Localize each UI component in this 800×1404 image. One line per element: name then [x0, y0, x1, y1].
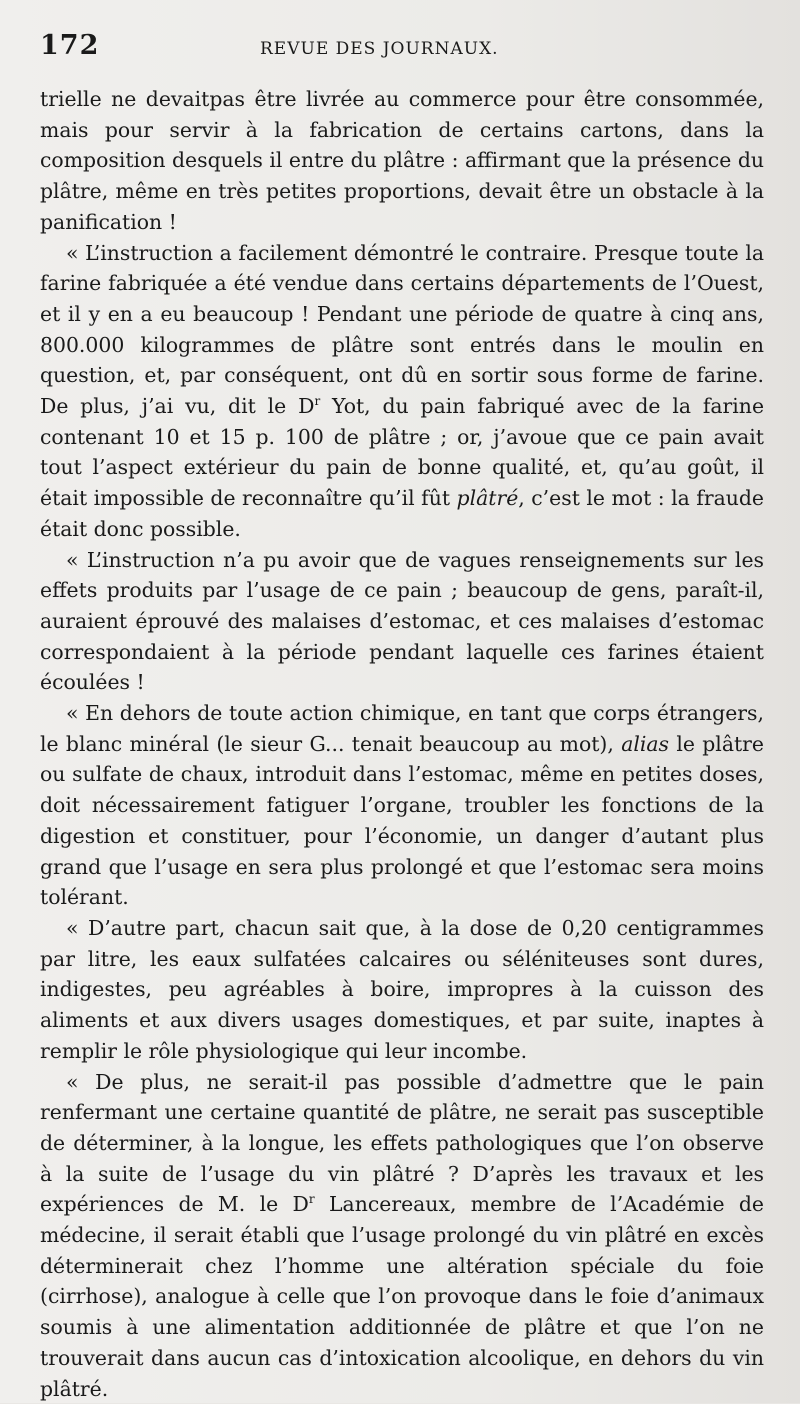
- paragraph: [40, 238, 764, 545]
- paragraph: [40, 84, 764, 238]
- running-head: REVUE DES JOURNAUX.: [260, 39, 499, 59]
- text-run: trielle ne devaitpas être livrée au commerce pour être consommée, mais pour servir à la fabrication de certains cartons, dans la composition desquels il entre du plâtre : affirmant que la présence du plâtre, même en très petites proportions, devait être un obstacle à la panification !: [40, 87, 764, 234]
- paragraph: [40, 913, 764, 1067]
- text-run: « L’instruction a facilement démontré le contraire. Presque toute la farine fabriquée a été vendue dans certains départements de l’Ouest, et il y en a eu beaucoup ! Pendant une période de quatre à cinq ans, 800.000 kilogrammes de plâtre sont entrés dans le moulin en question, et, par conséquent, ont dû en sortir sous forme de farine. De plus, j’ai vu, dit le D: [40, 241, 764, 419]
- text-run: « L’instruction n’a pu avoir que de vagues renseignements sur les effets produits par l’usage de ce pain ; beaucoup de gens, paraît-il, auraient éprouvé des malaises d’estomac, et ces malaises d’estomac correspondaient à la période pendant laquelle ces farines étaient écoulées !: [40, 548, 764, 695]
- paragraph: [40, 1067, 764, 1404]
- text-run: « De plus, ne serait-il pas possible d’admettre que le pain renfermant une certaine quantité de plâtre, ne serait pas susceptible de déterminer, à la longue, les effets pathologiques que l’on observe à la suite de l’usage du vin plâtré ? D’après les travaux et les expériences de M. le D: [40, 1070, 764, 1217]
- superscript: r: [309, 1193, 315, 1207]
- text-run: Yot, du pain fabriqué avec de la farine contenant 10 et 15 p. 100 de plâtre ; or, j’avoue que ce pain avait tout l’aspect extérieur du pain de bonne qualité, et, qu’au goût, il était impossible de reconnaître qu’il fût: [40, 394, 764, 510]
- paragraph: [40, 545, 764, 699]
- text-run: le plâtre ou sulfate de chaux, introduit dans l’estomac, même en petites doses, doit nécessairement fatiguer l’organe, troubler les fonctions de la digestion et constituer, pour l’économie, un danger d’autant plus grand que l’usage en sera plus prolongé et que l’estomac sera moins tolérant.: [40, 732, 764, 910]
- body-text: [40, 84, 764, 1404]
- italic-text: plâtré: [457, 486, 519, 510]
- text-run: Lancereaux, membre de l’Académie de médecine, il serait établi que l’usage prolongé du vin plâtré en excès déterminerait chez l’homme une altération spéciale du foie (cirrhose), analogue à celle que l’on provoque dans le foie d’animaux soumis à une alimentation additionnée de plâtre et que l’on ne trouverait dans aucun cas d’intoxication alcoolique, en dehors du vin plâtré.: [40, 1192, 764, 1400]
- paragraph: [40, 698, 764, 913]
- italic-text: alias: [621, 732, 669, 756]
- text-run: « D’autre part, chacun sait que, à la dose de 0,20 centigrammes par litre, les eaux sulfatées calcaires ou séléniteuses sont dures, indigestes, peu agréables à boire, impropres à la cuisson des aliments et aux divers usages domestiques, et par suite, inaptes à remplir le rôle physiologique qui leur incombe.: [40, 916, 764, 1063]
- page-header: [40, 30, 764, 74]
- text-run: , c’est le mot : la fraude était donc possible.: [40, 486, 764, 541]
- text-run: « En dehors de toute action chimique, en tant que corps étrangers, le blanc minéral (le sieur G... tenait beaucoup au mot),: [40, 701, 764, 756]
- page-number: 172: [40, 30, 260, 61]
- superscript: r: [314, 394, 320, 408]
